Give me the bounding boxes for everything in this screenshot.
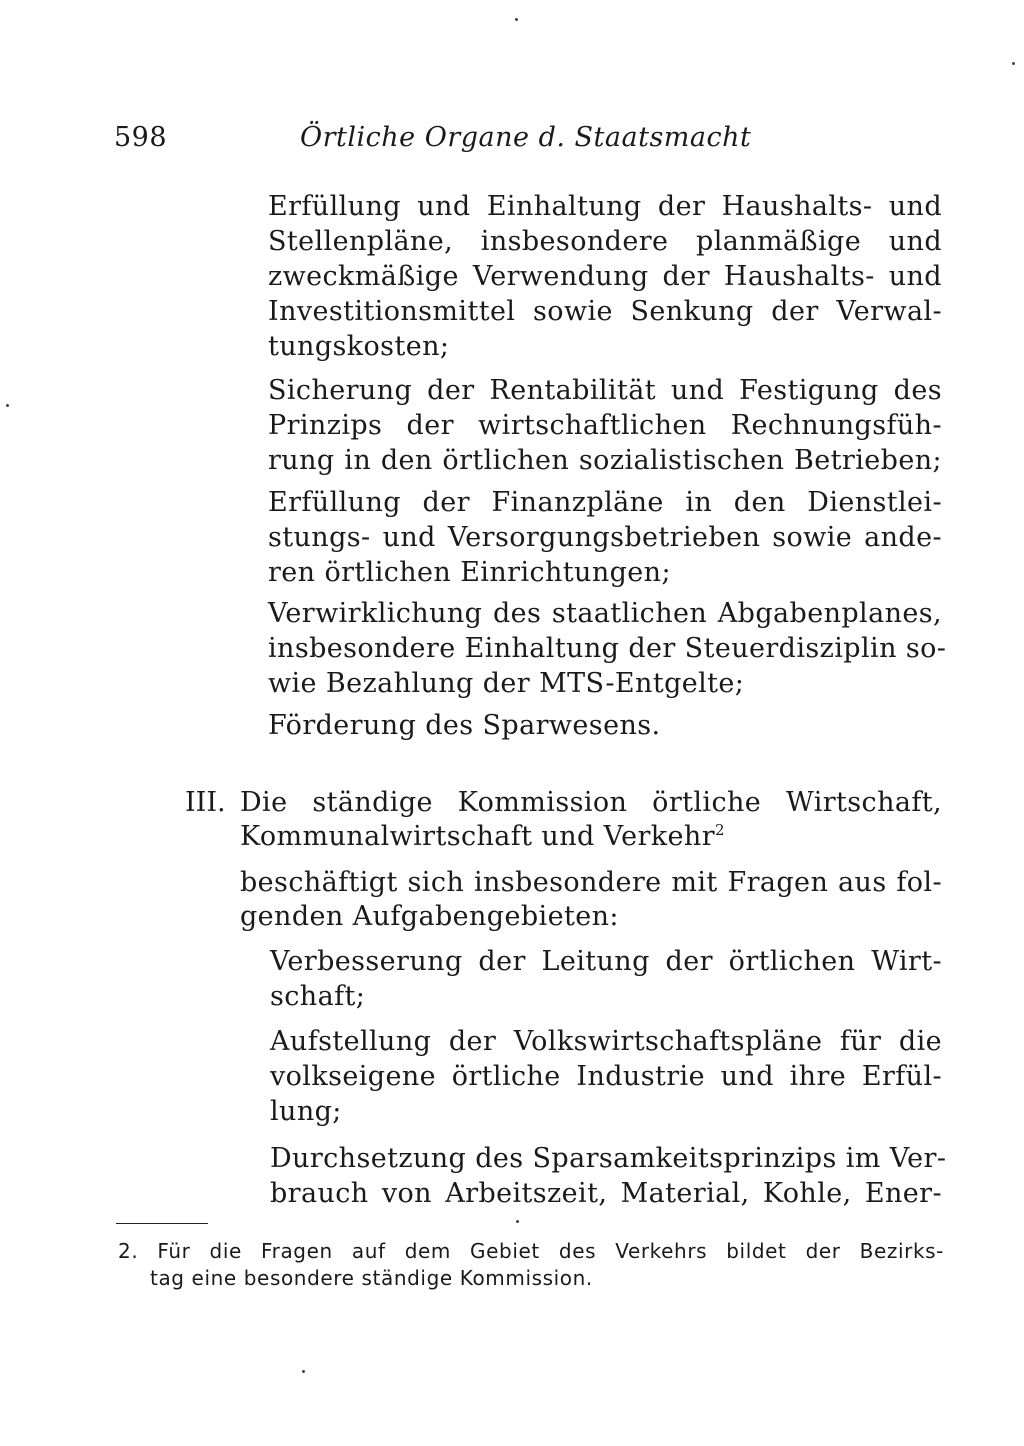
text-line: Investitionsmittel sowie Senkung der Verwal- — [268, 296, 942, 327]
section-title-line — [240, 820, 725, 854]
section-title-line: Die ständige Kommission örtliche Wirtschaft, — [240, 787, 942, 818]
running-title: Örtliche Organe d. Staatsmacht — [300, 122, 752, 153]
text-line: schaft; — [270, 981, 366, 1012]
section-number: III. — [185, 787, 226, 818]
text-line: Verwirklichung des staatlichen Abgabenplanes, — [268, 598, 942, 629]
text-line: Sicherung der Rentabilität und Festigung des — [268, 375, 942, 406]
text-line: tungskosten; — [268, 331, 450, 362]
text-line: Aufstellung der Volkswirtschaftspläne für die — [270, 1026, 942, 1057]
text-line: Erfüllung der Finanzpläne in den Dienstlei- — [268, 487, 942, 518]
text-line: Verbesserung der Leitung der örtlichen Wirt- — [270, 946, 942, 977]
page-number: 598 — [114, 122, 168, 153]
text-line: insbesondere Einhaltung der Steuerdisziplin so- — [268, 633, 947, 664]
text-line: Durchsetzung des Sparsamkeitsprinzips im Ver- — [270, 1143, 947, 1174]
footnote-line: 2. Für die Fragen auf dem Gebiet des Verkehrs bildet der Bezirks- — [118, 1239, 944, 1263]
footnote-rule — [116, 1223, 208, 1224]
text-line: genden Aufgabengebieten: — [240, 901, 619, 932]
text-line: beschäftigt sich insbesondere mit Fragen aus fol- — [240, 867, 942, 898]
text-line: volkseigene örtliche Industrie und ihre Erfül- — [270, 1061, 942, 1092]
text-line: Stellenpläne, insbesondere planmäßige und — [268, 226, 942, 257]
text-line: brauch von Arbeitszeit, Material, Kohle, Ener- — [270, 1178, 942, 1209]
section-title-text: Kommunalwirtschaft und Verkehr — [240, 821, 715, 852]
scan-speck — [302, 1370, 305, 1373]
text-line: Erfüllung und Einhaltung der Haushalts- und — [268, 191, 942, 222]
text-line: rung in den örtlichen sozialistischen Betrieben; — [268, 445, 942, 476]
footnote-line: tag eine besondere ständige Kommission. — [150, 1266, 593, 1290]
scan-speck — [515, 18, 518, 21]
scan-speck — [6, 404, 9, 407]
text-line: stungs- und Versorgungsbetrieben sowie ande- — [268, 522, 942, 553]
footnote-reference: 2 — [715, 821, 725, 839]
scan-speck — [1012, 62, 1015, 65]
scan-speck — [516, 1220, 519, 1223]
text-line: zweckmäßige Verwendung der Haushalts- und — [268, 261, 942, 292]
text-line: lung; — [270, 1096, 342, 1127]
text-line: Förderung des Sparwesens. — [268, 710, 661, 741]
text-line: Prinzips der wirtschaftlichen Rechnungsfüh- — [268, 410, 942, 441]
text-line: ren örtlichen Einrichtungen; — [268, 557, 671, 588]
text-line: wie Bezahlung der MTS-Entgelte; — [268, 668, 745, 699]
